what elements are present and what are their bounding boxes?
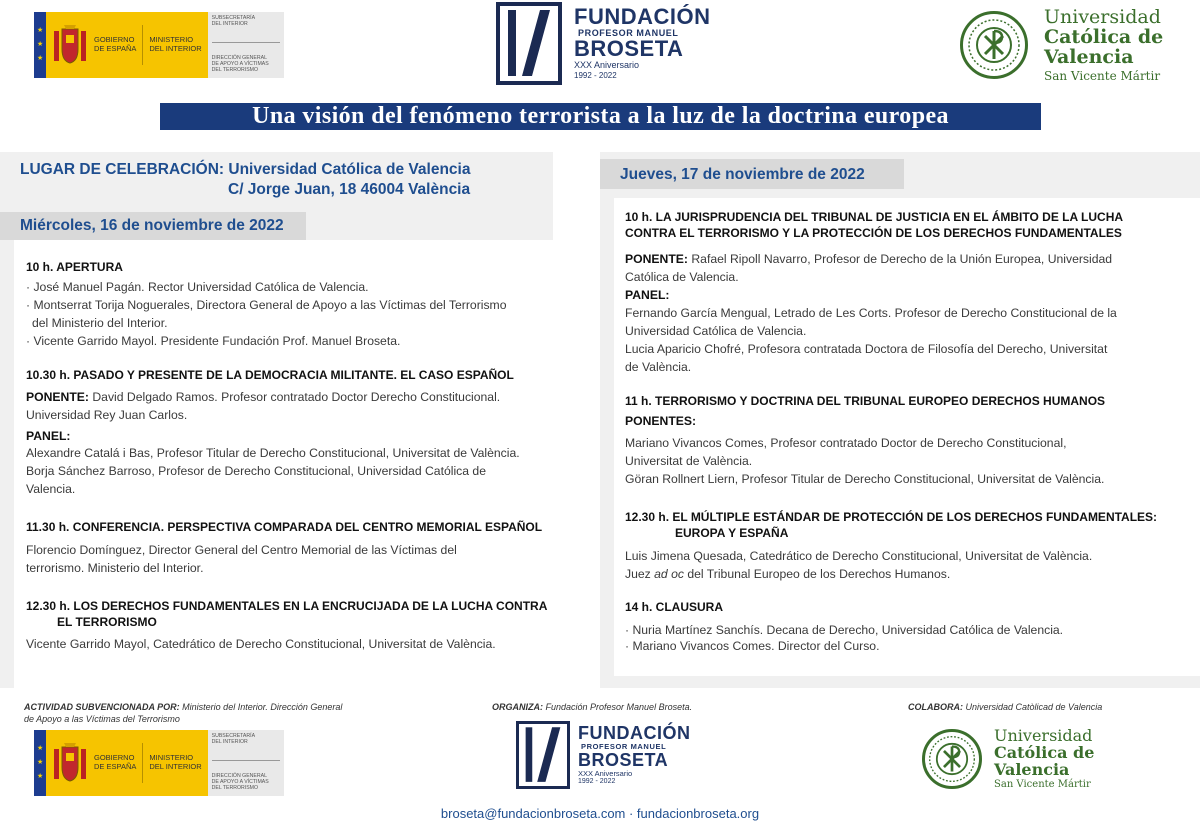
day1-s2-title: 10.30 h. PASADO Y PRESENTE DE LA DEMOCRACIA MILITANTE. EL CASO ESPAÑOL xyxy=(26,368,514,382)
gobierno-espana-logo xyxy=(34,12,284,78)
footer-org-label: ORGANIZA: xyxy=(492,702,543,712)
footer-fundacion-surname: BROSETA xyxy=(578,750,669,770)
footer-sub-label: ACTIVIDAD SUBVENCIONADA POR: xyxy=(24,702,180,712)
footer-gov-gray1b: DEL INTERIOR xyxy=(211,738,248,745)
footer-gov-gray1a: SUBSECRETARÍA xyxy=(211,733,256,739)
day2-s1-title2: CONTRA EL TERRORISMO Y LA PROTECCIÓN DE LOS DERECHOS FUNDAMENTALES xyxy=(625,226,1122,240)
day2-s2-title: 11 h. TERRORISMO Y DOCTRINA DEL TRIBUNAL EUROPEO DERECHOS HUMANOS xyxy=(625,394,1106,408)
gov-gray2c: DEL TERRORISMO xyxy=(211,67,259,74)
ucv-seal-icon xyxy=(960,11,1028,79)
footer-gov-gray2b: DE APOYO A VÍCTIMAS xyxy=(211,779,269,786)
ucv-line2: Católica de xyxy=(1044,25,1164,48)
footer-fundacion-name: FUNDACIÓN xyxy=(578,723,691,743)
footer-ucv-line3: Valencia xyxy=(994,759,1070,779)
footer-organiza xyxy=(492,701,692,713)
footer-coat-of-arms-icon xyxy=(52,741,88,785)
footer-ucv-seal-icon xyxy=(922,729,982,789)
day2-s2-l3: Göran Rollnert Liern, Profesor Titular de Derecho Constitucional, Universitat de València. xyxy=(625,472,1105,486)
footer-gov-gray2c: DEL TERRORISMO xyxy=(211,785,259,792)
event-title: Una visión del fenómeno terrorista a la luz de la doctrina europea xyxy=(160,103,1041,130)
day2-s1-p4: de València. xyxy=(625,360,692,374)
footer-sub-text2: de Apoyo a las Víctimas del Terrorismo xyxy=(24,714,180,724)
ucv-line4: San Vicente Mártir xyxy=(1044,68,1161,83)
day2-s4-title: 14 h. CLAUSURA xyxy=(625,600,724,614)
footer-colabora xyxy=(908,701,1102,713)
footer-broseta-mark-icon xyxy=(516,721,570,789)
footer-gov-line3: MINISTERIO xyxy=(149,753,194,763)
contact-links[interactable]: broseta@fundacionbroseta.com · fundacionbroseta.org xyxy=(440,806,760,821)
coat-of-arms-icon xyxy=(52,23,88,67)
day2-s2-l2: Universitat de València. xyxy=(625,454,753,468)
day2-s1-ponente-label: PONENTE: xyxy=(625,252,688,266)
eu-flag-stripe: ★ ★ ★ xyxy=(34,12,46,78)
day2-s1-ponente2: Católica de Valencia. xyxy=(625,270,739,284)
day2-date: Jueves, 17 de noviembre de 2022 xyxy=(600,159,904,189)
broseta-mark-icon xyxy=(496,2,562,85)
footer-ucv-line1: Universidad xyxy=(994,726,1093,745)
gov-line4: DEL INTERIOR xyxy=(149,44,202,53)
day2-s1-p2: Universidad Católica de Valencia. xyxy=(625,324,807,338)
footer-ucv-logo xyxy=(922,728,1094,791)
day1-date: Miércoles, 16 de noviembre de 2022 xyxy=(0,212,306,240)
day1-s4-title1: 12.30 h. LOS DERECHOS FUNDAMENTALES EN LA ENCRUCIJADA DE LA LUCHA CONTRA xyxy=(26,599,548,613)
day2-s4-l2: · Mariano Vivancos Comes. Director del Curso. xyxy=(625,639,880,653)
day1-s1-l4: · Vicente Garrido Mayol. Presidente Fundación Prof. Manuel Broseta. xyxy=(26,334,401,348)
footer-gobierno-logo xyxy=(34,730,284,796)
venue-label: LUGAR DE CELEBRACIÓN: Universidad Católica de Valencia xyxy=(20,161,471,178)
day2-s3-l2b: ad oc xyxy=(654,567,684,581)
day2-s3-l1: Luis Jimena Quesada, Catedrático de Derecho Constitucional, Universitat de València. xyxy=(625,549,1093,563)
day1-s3-l2: terrorismo. Ministerio del Interior. xyxy=(26,561,204,575)
fundacion-sub: PROFESOR MANUEL xyxy=(578,28,679,38)
day2-s1-p1: Fernando García Mengual, Letrado de Les Corts. Profesor de Derecho Constitucional de la xyxy=(625,306,1117,320)
day1-s1-l1: · José Manuel Pagán. Rector Universidad Católica de Valencia. xyxy=(26,280,369,294)
gov-gray1a: SUBSECRETARÍA xyxy=(211,15,256,21)
footer-eu-flag-stripe: ★ ★ ★ xyxy=(34,730,46,796)
day2-s3-l2a: Juez xyxy=(625,567,655,581)
day1-s2-p3: Valencia. xyxy=(26,482,76,496)
day1-s1-l2: · Montserrat Torija Noguerales, Directora General de Apoyo a las Víctimas del Terrorismo xyxy=(26,298,507,312)
gov-line3: MINISTERIO xyxy=(149,35,194,45)
gov-line1: GOBIERNO xyxy=(94,35,135,45)
footer-gov-line4: DEL INTERIOR xyxy=(149,762,202,771)
footer-col-label: COLABORA: xyxy=(908,702,963,712)
footer-fundacion-sub: PROFESOR MANUEL xyxy=(581,742,667,751)
footer-ucv-line4: San Vicente Mártir xyxy=(994,779,1091,791)
day1-s3-title: 11.30 h. CONFERENCIA. PERSPECTIVA COMPARADA DEL CENTRO MEMORIAL ESPAÑOL xyxy=(26,520,543,534)
gov-line2: DE ESPAÑA xyxy=(94,44,137,53)
day2-s3-title2: EUROPA Y ESPAÑA xyxy=(675,526,789,540)
fundacion-anniversary: XXX Aniversario xyxy=(574,60,640,70)
day1-s2-panel-label: PANEL: xyxy=(26,429,71,443)
ucv-line1: Universidad xyxy=(1044,6,1161,28)
gov-gray2b: DE APOYO A VÍCTIMAS xyxy=(211,61,269,68)
day2-s3-title1: 12.30 h. EL MÚLTIPLE ESTÁNDAR DE PROTECCIÓN DE LOS DERECHOS FUNDAMENTALES: xyxy=(625,510,1158,524)
gov-gray2a: DIRECCIÓN GENERAL xyxy=(211,55,267,62)
footer-col-text: Universidad Catòlicad de Valencia xyxy=(963,702,1103,712)
day1-s4-title2: EL TERRORISMO xyxy=(57,615,157,629)
fundacion-broseta-logo xyxy=(496,2,711,85)
day2-s2-l1: Mariano Vivancos Comes, Profesor contratado Doctor de Derecho Constitucional, xyxy=(625,436,1067,450)
ucv-line3: Valencia xyxy=(1044,45,1134,68)
footer-sub-text1: Ministerio del Interior. Dirección General xyxy=(179,702,343,712)
footer-fundacion-logo xyxy=(516,721,691,789)
gov-gray1b: DEL INTERIOR xyxy=(211,20,248,27)
day2-s3-l2c: del Tribunal Europeo de los Derechos Humanos. xyxy=(683,567,951,581)
day1-s2-ponente: David Delgado Ramos. Profesor contratado Doctor Derecho Constitucional. xyxy=(88,390,501,404)
footer-fundacion-years: 1992 - 2022 xyxy=(578,778,616,785)
footer-fundacion-anniversary: XXX Aniversario xyxy=(578,769,633,778)
day1-s3-l1: Florencio Domínguez, Director General del Centro Memorial de las Víctimas del xyxy=(26,543,457,557)
day1-s2-p1: Alexandre Catalá i Bas, Profesor Titular de Derecho Constitucional, Universitat de València. xyxy=(26,446,520,460)
footer-subvencion xyxy=(24,701,374,725)
day1-s4-l1: Vicente Garrido Mayol, Catedrático de Derecho Constitucional, Universitat de València. xyxy=(26,637,496,651)
footer-gov-gray2a: DIRECCIÓN GENERAL xyxy=(211,773,267,780)
day2-s2-ponentes-label: PONENTES: xyxy=(625,414,697,428)
venue-address: C/ Jorge Juan, 18 46004 València xyxy=(228,181,471,198)
fundacion-surname: BROSETA xyxy=(574,36,684,61)
day2-s1-title1: 10 h. LA JURISPRUDENCIA DEL TRIBUNAL DE JUSTICIA EN EL ÁMBITO DE LA LUCHA xyxy=(625,210,1124,224)
day2-s1-p3: Lucia Aparicio Chofré, Profesora contratada Doctora de Filosofía del Derecho, Universitat xyxy=(625,342,1108,356)
fundacion-name: FUNDACIÓN xyxy=(574,4,711,29)
footer-gov-line2: DE ESPAÑA xyxy=(94,762,137,771)
footer-gov-line1: GOBIERNO xyxy=(94,753,135,763)
footer-org-text: Fundación Profesor Manuel Broseta. xyxy=(543,702,693,712)
footer-ucv-line2: Católica de xyxy=(994,742,1095,762)
day2-s1-ponente: Rafael Ripoll Navarro, Profesor de Derecho de la Unión Europea, Universidad xyxy=(687,252,1113,266)
fundacion-years: 1992 - 2022 xyxy=(574,71,617,80)
day1-s2-ponente-label: PONENTE: xyxy=(26,390,89,404)
day1-s1-l3: del Ministerio del Interior. xyxy=(32,316,168,330)
day1-s2-p2: Borja Sánchez Barroso, Profesor de Derecho Constitucional, Universidad Católica de xyxy=(26,464,486,478)
day1-s1-title: 10 h. APERTURA xyxy=(26,260,123,274)
day2-s4-l1: · Nuria Martínez Sanchís. Decana de Derecho, Universidad Católica de Valencia. xyxy=(625,623,1064,637)
day1-s2-ponente2: Universidad Rey Juan Carlos. xyxy=(26,408,188,422)
day2-s1-panel-label: PANEL: xyxy=(625,288,670,302)
ucv-logo xyxy=(960,8,1163,82)
